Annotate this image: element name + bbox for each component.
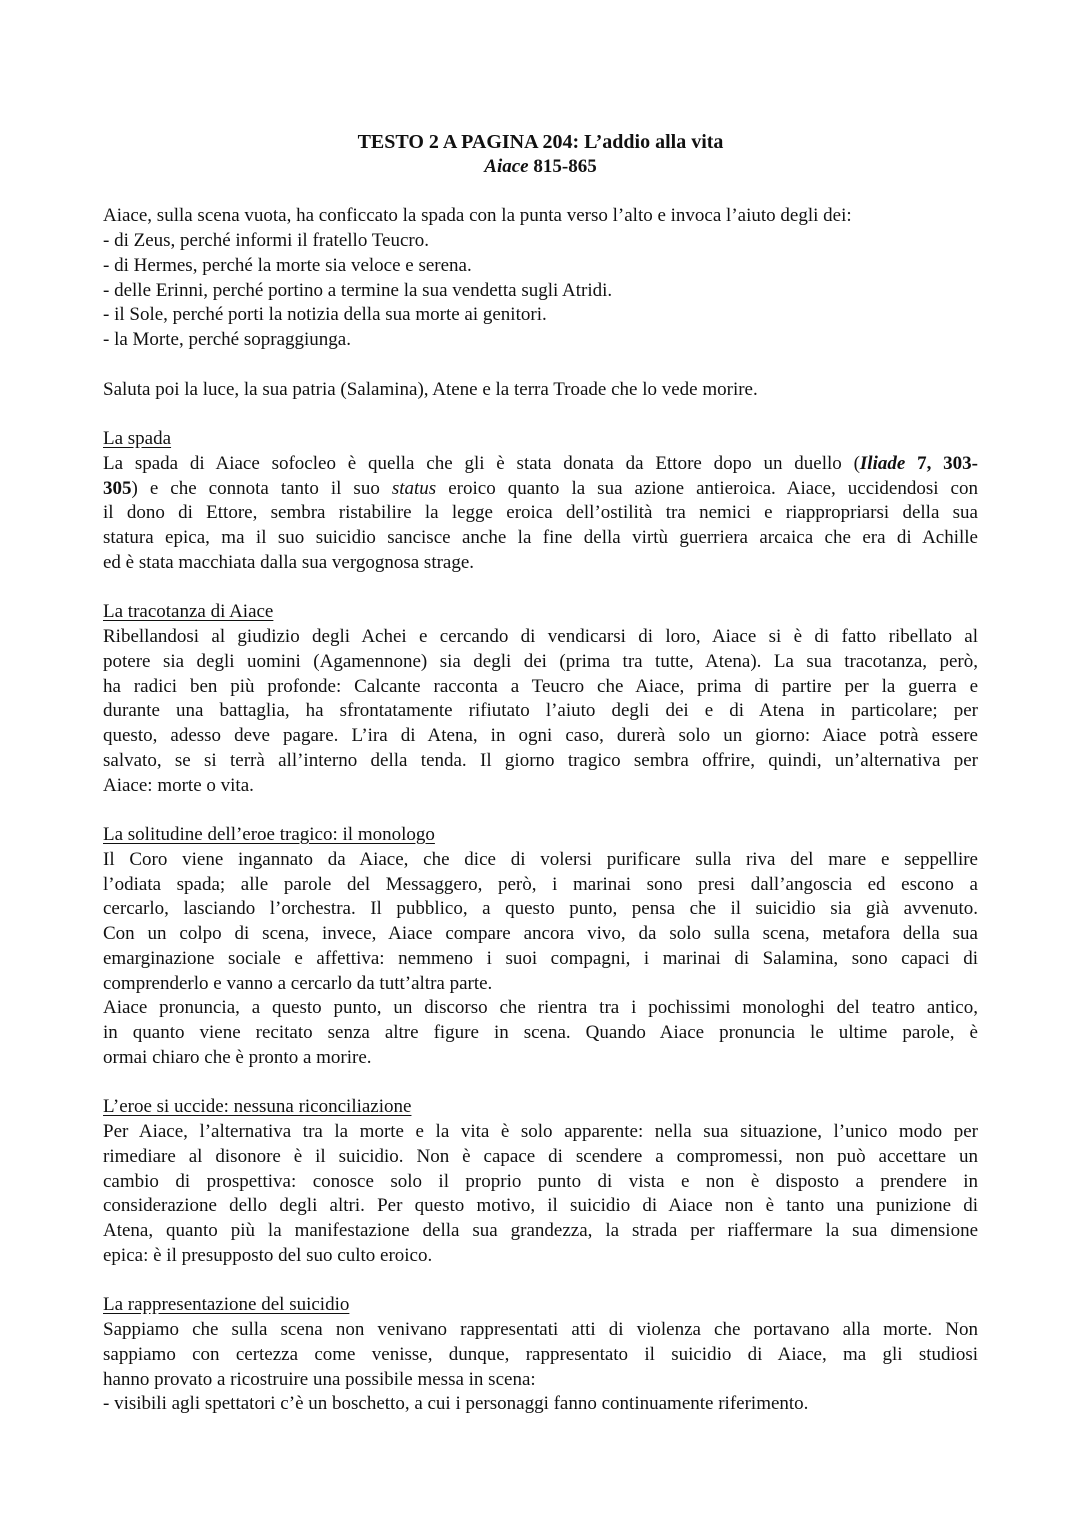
paragraph	[103, 848, 978, 997]
text-line	[103, 254, 978, 279]
text-line	[103, 1120, 978, 1145]
text-line	[103, 724, 978, 749]
text-line	[103, 947, 978, 972]
emphasis-text: Iliade	[859, 452, 906, 474]
text-segment: Saluta poi la luce, la sua patria (Salamina), Atene e la terra Troade che lo vede morire.	[103, 378, 758, 400]
blank-line	[103, 353, 978, 378]
text-segment: - il Sole, perché porti la notizia della sua morte ai genitori.	[103, 304, 547, 326]
text-segment: Ribellandosi al giudizio degli Achei e cercando di vendicarsi di loro, Aiace si è di fatto ribellato al	[103, 626, 978, 647]
text-segment: ormai chiaro che è pronto a morire.	[103, 1046, 372, 1068]
text-line	[103, 1170, 978, 1195]
text-line	[103, 972, 978, 997]
paragraph	[103, 254, 978, 279]
document-title: TESTO 2 A PAGINA 204: L’addio alla vita	[357, 131, 724, 153]
text-segment: - di Hermes, perché la morte sia veloce e serena.	[103, 254, 472, 276]
text-line	[103, 1046, 978, 1071]
section	[103, 1293, 978, 1417]
text-segment: Aiace: morte o vita.	[103, 774, 254, 796]
text-segment: Con un colpo di scena, invece, Aiace compare ancora vivo, da solo sulla scena, metafora della sua	[103, 923, 978, 944]
section	[103, 823, 978, 1071]
text-segment: il dono di Ettore, sembra ristabilire la legge eroica dell’ostilità tra nemici e riappropriarsi della sua	[103, 502, 978, 524]
text-segment: salvato, se si terrà all’interno della tenda. Il giorno tragico sembra offrire, quindi, un’alternativa per	[103, 749, 978, 771]
paragraph	[103, 303, 978, 328]
document-page	[103, 130, 978, 1417]
text-line	[103, 1244, 978, 1269]
text-segment: in quanto viene recitato senza altre figure in scena. Quando Aiace pronuncia le ultime parole, è	[103, 1022, 978, 1043]
text-line	[103, 650, 978, 675]
text-segment: comprenderlo e vanno a cercarlo da tutt’altra parte.	[103, 972, 493, 994]
text-line	[103, 749, 978, 774]
paragraph	[103, 452, 978, 576]
text-line	[103, 1021, 978, 1046]
text-line	[103, 774, 978, 799]
text-line	[103, 229, 978, 254]
blank-line	[103, 798, 978, 823]
section	[103, 1095, 978, 1268]
blank-line	[103, 1071, 978, 1096]
text-line	[103, 1343, 978, 1368]
text-segment: epica: è il presupposto del suo culto eroico.	[103, 1244, 433, 1266]
paragraph	[103, 1318, 978, 1392]
section-heading: La spada	[103, 428, 172, 449]
text-segment: La spada di Aiace sofocleo è quella che gli è stata donata da Ettore dopo un duello (	[103, 452, 860, 474]
section-heading: La tracotanza di Aiace	[103, 601, 274, 623]
text-segment: - delle Erinni, perché portino a termine la sua vendetta sugli Atridi.	[103, 279, 613, 301]
paragraph	[103, 996, 978, 1070]
bold-text: 7, 303-	[905, 452, 979, 474]
text-segment: Aiace pronuncia, a questo punto, un discorso che rientra tra i pochissimi monologhi del teatro antico,	[103, 997, 978, 1019]
blank-line	[103, 1269, 978, 1294]
text-line	[103, 279, 978, 304]
text-segment: cambio di prospettiva: conosce solo il proprio punto di vista e non è disposto a prendere in	[103, 1170, 978, 1192]
text-segment: Sappiamo che sulla scena non venivano rappresentati atti di violenza che portavano alla morte. Non	[103, 1319, 978, 1340]
text-segment: considerazione dello degli altri. Per questo motivo, il suicidio di Aiace non è tanto una punizione di	[103, 1195, 978, 1217]
text-line	[103, 699, 978, 724]
text-line	[103, 477, 978, 502]
text-line	[103, 897, 978, 922]
text-line	[103, 873, 978, 898]
text-segment: cercarlo, lasciando l’orchestra. Il pubblico, a questo punto, pensa che il suicidio sia già avvenuto.	[103, 898, 978, 920]
document-body	[103, 180, 978, 1418]
paragraph	[103, 378, 978, 403]
section	[103, 204, 978, 353]
text-segment: ) e che connota tanto il suo	[131, 477, 392, 499]
section	[103, 427, 978, 576]
work-title: Aiace	[484, 155, 529, 177]
blank-line	[103, 576, 978, 601]
emphasis-text: status	[391, 477, 437, 499]
text-line	[103, 1219, 978, 1244]
text-segment: Atena, quanto più la manifestazione della sua grandezza, la strada per riaffermare la sua dimensione	[103, 1220, 978, 1241]
text-line	[103, 922, 978, 947]
text-segment: Il Coro viene ingannato da Aiace, che dice di volersi purificare sulla riva del mare e seppellire	[103, 848, 978, 870]
text-segment: sappiamo con certezza come venisse, dunque, rappresentato il suicidio di Aiace, ma gli studiosi	[103, 1343, 978, 1365]
paragraph	[103, 625, 978, 798]
text-segment: hanno provato a ricostruire una possibile messa in scena:	[103, 1368, 536, 1390]
section-heading: La rappresentazione del suicidio	[103, 1294, 350, 1316]
text-segment: - la Morte, perché sopraggiunga.	[103, 329, 351, 350]
text-segment: ha radici ben più profonde: Calcante racconta a Teucro che Aiace, prima di partire per la guerra e	[103, 675, 978, 697]
text-line	[103, 1194, 978, 1219]
text-segment: l’odiata spada; alle parole del Messaggero, però, i marinai sono presi dall’angoscia ed escono a	[103, 873, 978, 895]
text-line	[103, 303, 978, 328]
section	[103, 378, 978, 403]
paragraph	[103, 229, 978, 254]
paragraph	[103, 204, 978, 229]
section-heading: La solitudine dell’eroe tragico: il monologo	[103, 824, 435, 845]
document-subtitle	[103, 155, 978, 180]
text-line	[103, 526, 978, 551]
section-heading: L’eroe si uccide: nessuna riconciliazione	[103, 1096, 412, 1118]
text-line	[103, 1368, 978, 1393]
text-segment: rimediare al disonore è il suicidio. Non è capace di scendere a compromessi, non può accettare un	[103, 1145, 978, 1167]
blank-line	[103, 180, 978, 205]
text-line	[103, 328, 978, 353]
section	[103, 600, 978, 798]
paragraph	[103, 1392, 978, 1417]
text-line	[103, 996, 978, 1021]
text-line	[103, 1392, 978, 1417]
text-line	[103, 551, 978, 576]
verse-range: 815-865	[528, 155, 597, 177]
text-line	[103, 204, 978, 229]
text-line	[103, 378, 978, 403]
bold-text: 305	[103, 477, 132, 499]
blank-line	[103, 402, 978, 427]
text-segment: emarginazione sociale e affettiva: nemmeno i suoi compagni, i marinai di Salamina, sono capaci di	[103, 947, 978, 969]
text-line	[103, 1145, 978, 1170]
text-segment: - visibili agli spettatori c’è un boschetto, a cui i personaggi fanno continuamente riferimento.	[103, 1393, 809, 1415]
text-line	[103, 1318, 978, 1343]
text-line	[103, 675, 978, 700]
text-segment: Per Aiace, l’alternativa tra la morte e la vita è solo apparente: nella sua situazione, l’unico modo per	[103, 1121, 978, 1142]
paragraph	[103, 1120, 978, 1269]
text-segment: ed è stata macchiata dalla sua vergognosa strage.	[103, 551, 475, 573]
text-segment: questo, adesso deve pagare. L’ira di Atena, in ogni caso, durerà solo un giorno: Aiace potrà essere	[103, 725, 978, 746]
text-line	[103, 452, 978, 477]
text-segment: durante una battaglia, ha sfrontatamente rifiutato l’aiuto degli dei e di Atena in particolare; per	[103, 700, 978, 722]
text-segment: statura epica, ma il suo suicidio sancisce anche la fine della virtù guerriera arcaica che era di Achille	[103, 527, 978, 548]
paragraph	[103, 279, 978, 304]
text-line	[103, 848, 978, 873]
text-line	[103, 501, 978, 526]
text-segment: Aiace, sulla scena vuota, ha conficcato la spada con la punta verso l’alto e invoca l’aiuto degli dei:	[103, 205, 852, 227]
text-segment: eroico quanto la sua azione antieroica. Aiace, uccidendosi con	[436, 477, 978, 499]
text-line	[103, 625, 978, 650]
text-segment: potere sia degli uomini (Agamennone) sia degli dei (prima tra tutte, Atena). La sua tracotanza, però,	[103, 650, 978, 672]
paragraph	[103, 328, 978, 353]
text-segment: - di Zeus, perché informi il fratello Teucro.	[103, 230, 429, 251]
